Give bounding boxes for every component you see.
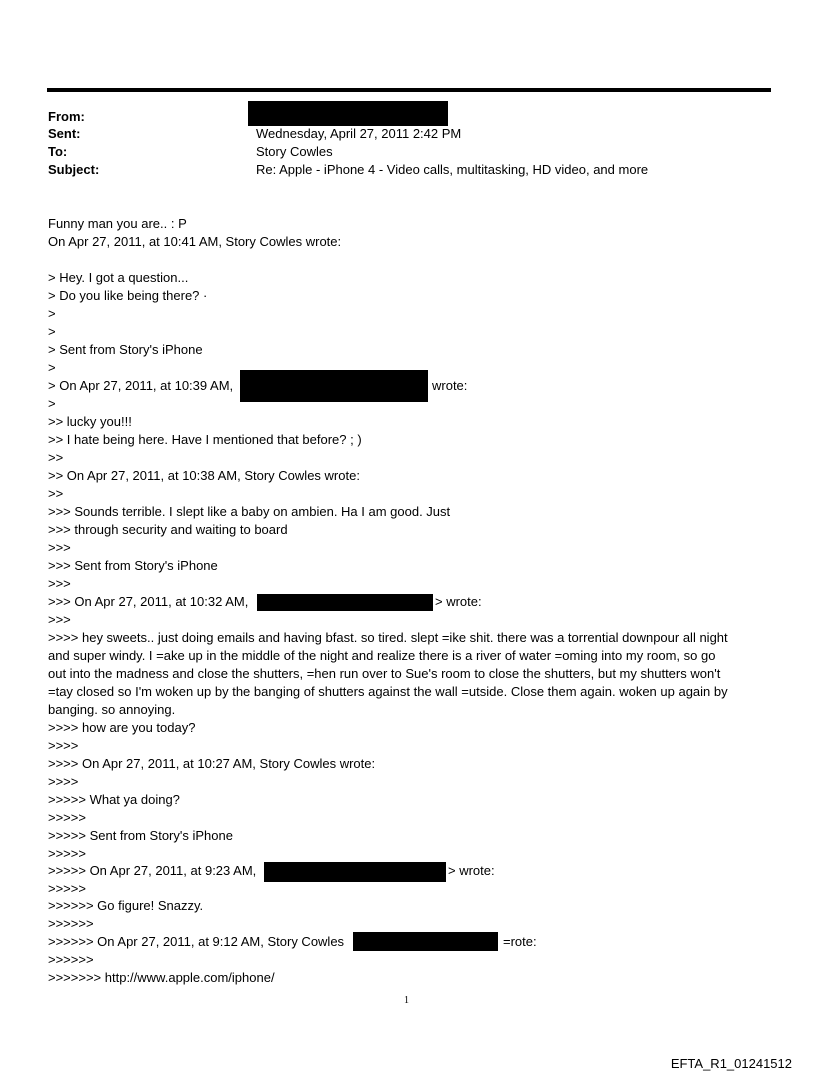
- from-label: From:: [48, 109, 85, 124]
- body-line: >>>>>>: [48, 952, 94, 967]
- body-line: > wrote:: [435, 594, 482, 609]
- body-line: >>>>>>> http://www.apple.com/iphone/: [48, 970, 275, 985]
- to-value: Story Cowles: [256, 144, 333, 159]
- header-rule: [47, 88, 771, 92]
- body-line: out into the madness and close the shutters, =hen run over to Sue's room to close the shutters, but my shutters won't: [48, 666, 721, 681]
- body-line: >>>>: [48, 774, 79, 789]
- body-line: >>: [48, 450, 64, 465]
- body-line: > wrote:: [448, 863, 495, 878]
- redaction-sender: [264, 862, 446, 882]
- body-line: >>>: [48, 612, 71, 627]
- body-line: >>>>>: [48, 881, 86, 896]
- body-line: >: [48, 324, 56, 339]
- body-line: =rote:: [503, 934, 537, 949]
- body-line: >>> Sounds terrible. I slept like a baby on ambien. Ha I am good. Just: [48, 504, 451, 519]
- body-line: >>> through security and waiting to board: [48, 522, 288, 537]
- body-line: >> On Apr 27, 2011, at 10:38 AM, Story Cowles wrote:: [48, 468, 360, 483]
- body-line: and super windy. I =ake up in the middle of the night and realize there is a river of water =oming into my room, so go: [48, 648, 716, 663]
- sent-value: Wednesday, April 27, 2011 2:42 PM: [256, 126, 462, 141]
- body-line: >>>>: [48, 738, 79, 753]
- body-line: >>> On Apr 27, 2011, at 10:32 AM,: [48, 594, 249, 609]
- body-line: >: [48, 306, 56, 321]
- body-line: >>>: [48, 576, 71, 591]
- body-line: >>>>>: [48, 810, 86, 825]
- body-line: >>>>>> On Apr 27, 2011, at 9:12 AM, Story Cowles: [48, 934, 345, 949]
- subject-label: Subject:: [48, 162, 100, 177]
- body-line: On Apr 27, 2011, at 10:41 AM, Story Cowles wrote:: [48, 234, 342, 249]
- body-line: >> lucky you!!!: [48, 414, 132, 429]
- redaction-sender: [240, 370, 428, 402]
- to-label: To:: [48, 144, 68, 159]
- body-line: >: [48, 396, 56, 411]
- body-line: > On Apr 27, 2011, at 10:39 AM,: [48, 378, 234, 393]
- redaction-email: [353, 932, 498, 951]
- body-line: >>>>> On Apr 27, 2011, at 9:23 AM,: [48, 863, 257, 878]
- body-line: >>>> how are you today?: [48, 720, 196, 735]
- body-line: >>>>>> Go figure! Snazzy.: [48, 898, 204, 913]
- body-line: >>>>> What ya doing?: [48, 792, 180, 807]
- body-line: >>>> hey sweets.. just doing emails and having bfast. so tired. slept =ike shit. there was a torrential downpour all night: [48, 630, 728, 645]
- body-line: > Hey. I got a question...: [48, 270, 189, 285]
- body-line: >>> Sent from Story's iPhone: [48, 558, 218, 573]
- page-number: 1: [404, 995, 409, 1006]
- bates-number: EFTA_R1_01241512: [670, 1056, 792, 1071]
- body-line: >>>> On Apr 27, 2011, at 10:27 AM, Story Cowles wrote:: [48, 756, 376, 771]
- sent-label: Sent:: [48, 126, 81, 141]
- body-line: >>>>> Sent from Story's iPhone: [48, 828, 233, 843]
- body-line: >: [48, 360, 56, 375]
- body-line: banging. so annoying.: [48, 702, 176, 717]
- body-line: wrote:: [432, 378, 468, 393]
- body-line: =tay closed so I'm woken up by the banging of shutters against the wall =utside. Close them again. woken up again by: [48, 684, 728, 699]
- body-line: Funny man you are.. : P: [48, 216, 187, 231]
- body-line: >> I hate being here. Have I mentioned that before? ; ): [48, 432, 362, 447]
- body-line: >>>>>: [48, 846, 86, 861]
- body-line: > Sent from Story's iPhone: [48, 342, 203, 357]
- body-line: > Do you like being there? ·: [48, 288, 208, 303]
- redaction-sender: [257, 594, 433, 611]
- body-line: >>>>>>: [48, 916, 94, 931]
- body-line: >>>: [48, 540, 71, 555]
- subject-value: Re: Apple - iPhone 4 - Video calls, multitasking, HD video, and more: [256, 162, 649, 177]
- redaction-from: [248, 101, 448, 126]
- body-line: >>: [48, 486, 64, 501]
